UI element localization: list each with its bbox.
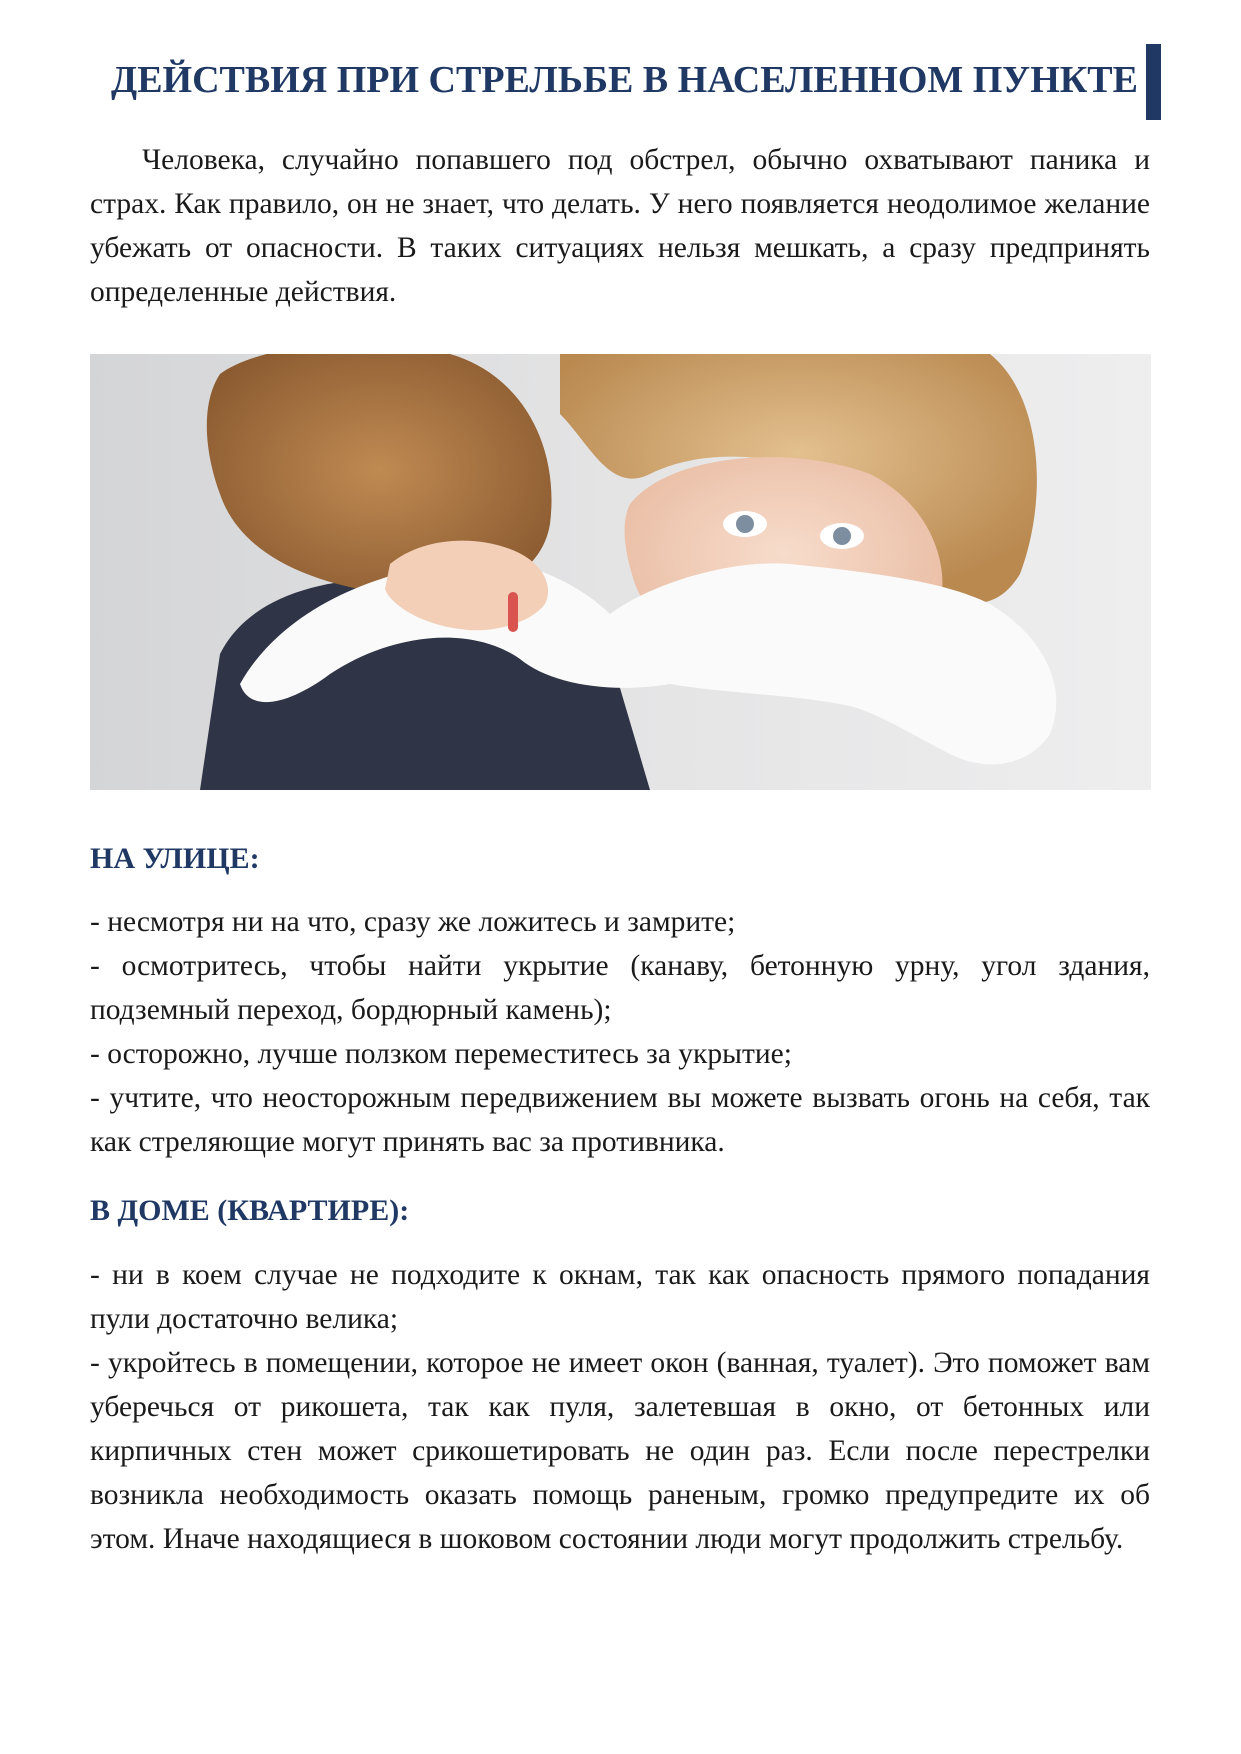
page-title: ДЕЙСТВИЯ ПРИ СТРЕЛЬБЕ В НАСЕЛЕННОМ ПУНКТЕ: [111, 59, 1138, 101]
title-accent-bar: [1146, 44, 1161, 120]
child-hugging-photo: [90, 354, 1151, 790]
list-item: - укройтесь в помещении, которое не имеет окон (ванная, туалет). Это поможет вам уберечься от рикошета, так как пуля, залетевшая в окно, от бетонных или кирпичных стен может срикошетировать не один раз. Если после перестрелки возникла необходимость оказать помощь раненым, громко предупредите их об этом. Иначе находящиеся в шоковом состоянии люди могут продолжить стрельбу.: [90, 1347, 1150, 1555]
list-item: - несмотря ни на что, сразу же ложитесь и замрите;: [90, 906, 736, 938]
section-heading-home: В ДОМЕ (КВАРТИРЕ):: [90, 1194, 410, 1227]
section-heading-street: НА УЛИЦЕ:: [90, 842, 260, 875]
list-item: - учтите, что неосторожным передвижением вы можете вызвать огонь на себя, так как стреляющие могут принять вас за противника.: [90, 1082, 1150, 1158]
list-item: - осторожно, лучше ползком переместитесь за укрытие;: [90, 1038, 792, 1070]
list-item: - ни в коем случае не подходите к окнам, так как опасность прямого попадания пули достаточно велика;: [90, 1259, 1150, 1335]
street-instructions-list: [90, 900, 1150, 1164]
intro-paragraph: Человека, случайно попавшего под обстрел, обычно охватывают паника и страх. Как правило, он не знает, что делать. У него появляется неодолимое желание убежать от опасности. В таких ситуациях нельзя мешкать, а сразу предпринять определенные действия.: [90, 144, 1150, 308]
list-item: - осмотритесь, чтобы найти укрытие (канаву, бетонную урну, угол здания, подземный переход, бордюрный камень);: [90, 950, 1150, 1026]
home-instructions-list: [90, 1253, 1150, 1561]
